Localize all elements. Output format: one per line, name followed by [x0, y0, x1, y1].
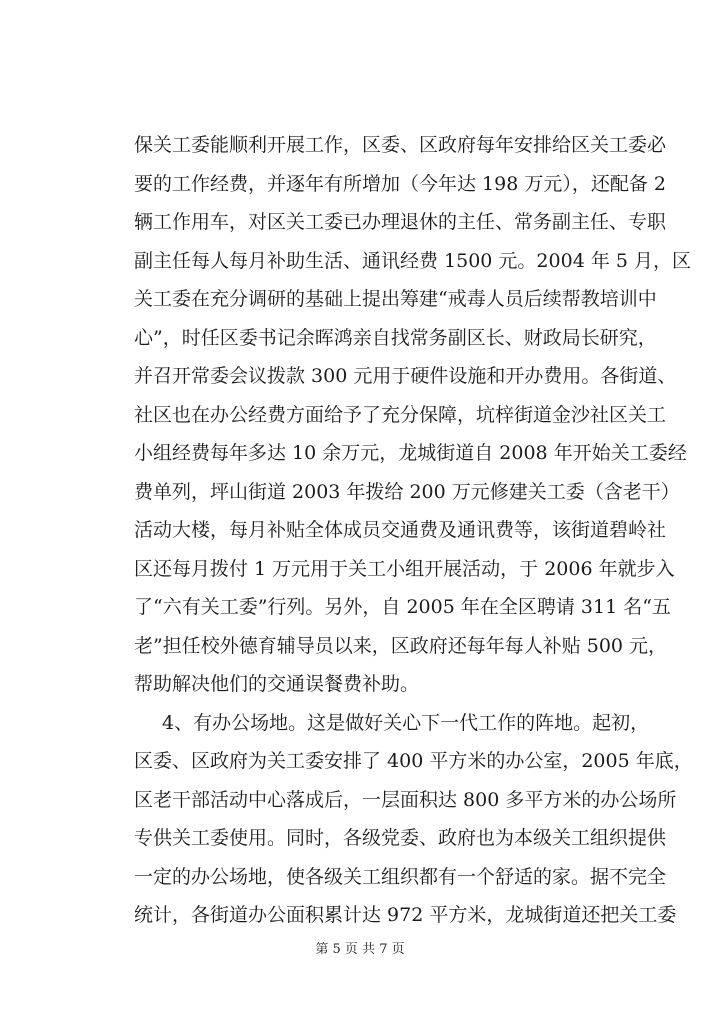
- text-line: 保关工委能顺利开展工作，区委、区政府每年安排给区关工委必: [134, 134, 667, 156]
- text-line: 专供关工委使用。同时，各级党委、政府也为本级关工组织提供: [134, 827, 667, 849]
- text-line: 帮助解决他们的交通误餐费补助。: [134, 673, 420, 695]
- text-line: 小组经费每年多达 10 余万元，龙城街道自 2008 年开始关工委经: [134, 442, 687, 464]
- text-line: 区还每月拨付 1 万元用于关工小组开展活动，于 2006 年就步入: [134, 557, 675, 580]
- text-line: 辆工作用车，对区关工委已办理退休的主任、常务副主任、专职: [134, 211, 667, 233]
- page-number-footer: 第 5 页 共 7 页: [315, 942, 405, 957]
- text-line: 费单列，坪山街道 2003 年拨给 200 万元修建关工委（含老干）: [134, 480, 680, 503]
- text-line: 了“六有关工委”行列。另外，自 2005 年在全区聘请 311 名“五: [134, 596, 671, 618]
- paragraph-2: [134, 704, 693, 935]
- text-line: 社区也在办公经费方面给予了充分保障，坑梓街道金沙社区关工: [134, 403, 667, 426]
- text-line: 统计，各街道办公面积累计达 972 平方米，龙城街道还把关工委: [134, 904, 677, 926]
- text-line: 老”担任校外德育辅导员以来，区政府还每年每人补贴 500 元，: [134, 634, 668, 657]
- text-line: 关工委在充分调研的基础上提出筹建“戒毒人员后续帮教培训中: [134, 288, 657, 310]
- text-line: 区委、区政府为关工委安排了 400 平方米的办公室，2005 年底，: [134, 750, 693, 772]
- text-line: 副主任每人每月补助生活、通讯经费 1500 元。2004 年 5 月，区: [134, 249, 691, 272]
- text-line: 4、有办公场地。这是做好关心下一代工作的阵地。起初，: [162, 711, 650, 734]
- text-line: 心”，时任区委书记余晖鸿亲自找常务副区长、财政局长研究，: [134, 326, 657, 349]
- text-line: 活动大楼，每月补贴全体成员交通费及通讯费等，该街道碧岭社: [134, 519, 667, 541]
- paragraph-1: [134, 126, 691, 704]
- text-line: 要的工作经费，并逐年有所增加（今年达 198 万元），还配备 2: [134, 172, 666, 195]
- text-line: 区老干部活动中心落成后，一层面积达 800 多平方米的办公场所: [134, 788, 677, 811]
- text-line: 一定的办公场地，使各级关工组织都有一个舒适的家。据不完全: [134, 865, 667, 888]
- text-line: 并召开常委会议拨款 300 元用于硬件设施和开办费用。各街道、: [134, 365, 677, 387]
- body-text: [134, 126, 693, 935]
